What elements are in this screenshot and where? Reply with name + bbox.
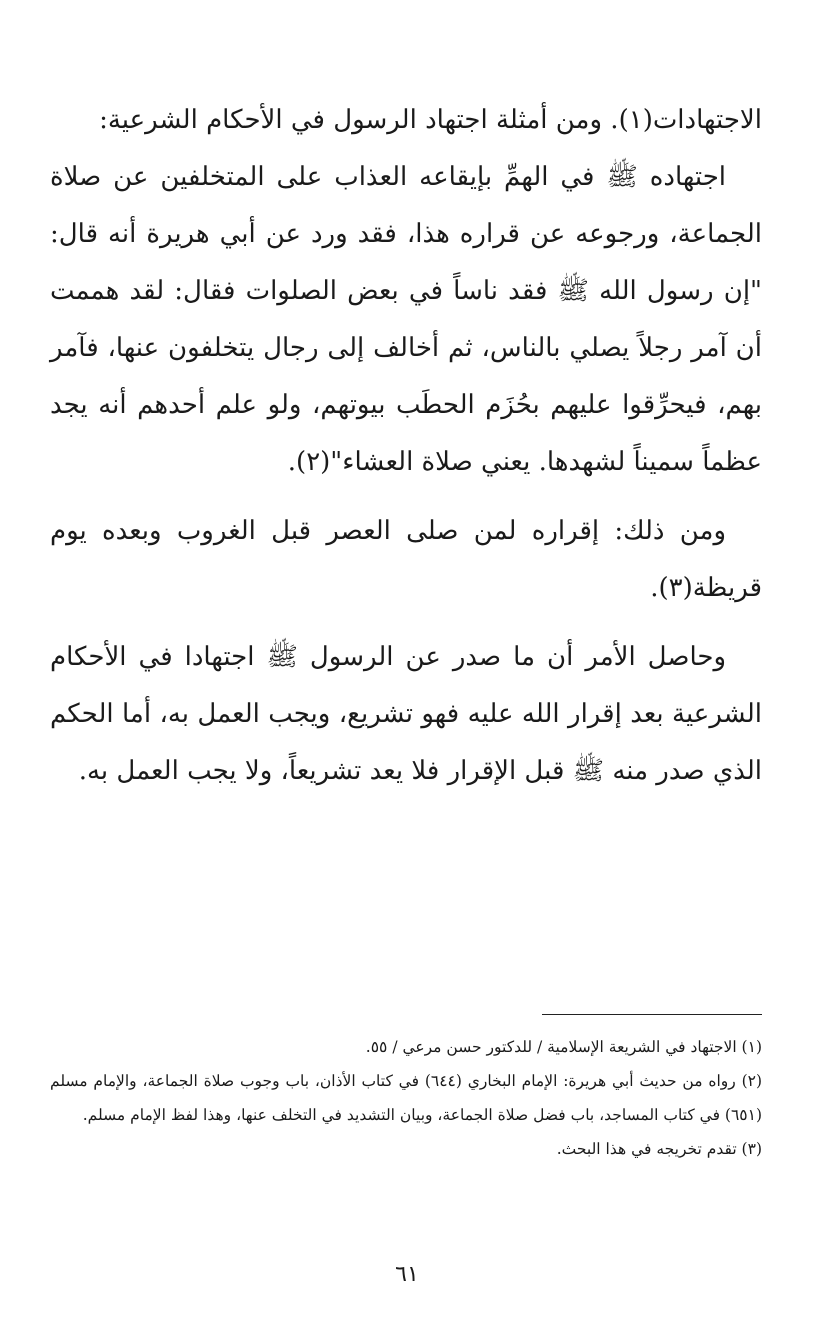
page-number: ٦١ — [395, 1262, 419, 1287]
paragraph-4: وحاصل الأمر أن ما صدر عن الرسول ﷺ اجتهادا في الأحكام الشرعية بعد إقرار الله عليه فهو تشريع، ويجب العمل به، أما الحكم الذي صدر منه ﷺ قبل الإقرار فلا يعد تشريعاً، ولا يجب العمل به. — [50, 642, 763, 786]
footnote-1: (١) الاجتهاد في الشريعة الإسلامية / للدكتور حسن مرعي / ٥٥. — [365, 1038, 762, 1056]
paragraph-1: الاجتهادات(١). ومن أمثلة اجتهاد الرسول في الأحكام الشرعية: — [99, 105, 762, 135]
footnote-separator — [542, 1014, 762, 1015]
paragraph-2: اجتهاده ﷺ في الهمِّ بإيقاعه العذاب على المتخلفين عن صلاة الجماعة، ورجوعه عن قراره هذا، فقد ورد عن أبي هريرة أنه قال: "إن رسول الله ﷺ فقد ناساً في بعض الصلوات فقال: لقد هممت أن آمر رجلاً يصلي بالناس، ثم أخالف إلى رجال يتخلفون عنها، فآمر بهم، فيحرِّقوا عليهم بحُزَم الحطَب بيوتهم، ولو علم أحدهم أنه يجد عظماً سميناً لشهدها. يعني صلاة العشاء"(٢). — [50, 162, 762, 477]
footnote-3: (٣) تقدم تخريجه في هذا البحث. — [556, 1140, 762, 1158]
paragraph-3: ومن ذلك: إقراره لمن صلى العصر قبل الغروب وبعده يوم قريظة(٣). — [50, 516, 762, 603]
footnote-2: (٢) رواه من حديث أبي هريرة: الإمام البخاري (٦٤٤) في كتاب الأذان، باب وجوب صلاة الجماعة، والإمام مسلم (٦٥١) في كتاب المساجد، باب فضل صلاة الجماعة، وبيان التشديد في التخلف عنها، وهذا لفظ الإمام مسلم. — [50, 1072, 763, 1124]
footnotes — [50, 1030, 762, 1166]
main-text — [50, 92, 762, 800]
